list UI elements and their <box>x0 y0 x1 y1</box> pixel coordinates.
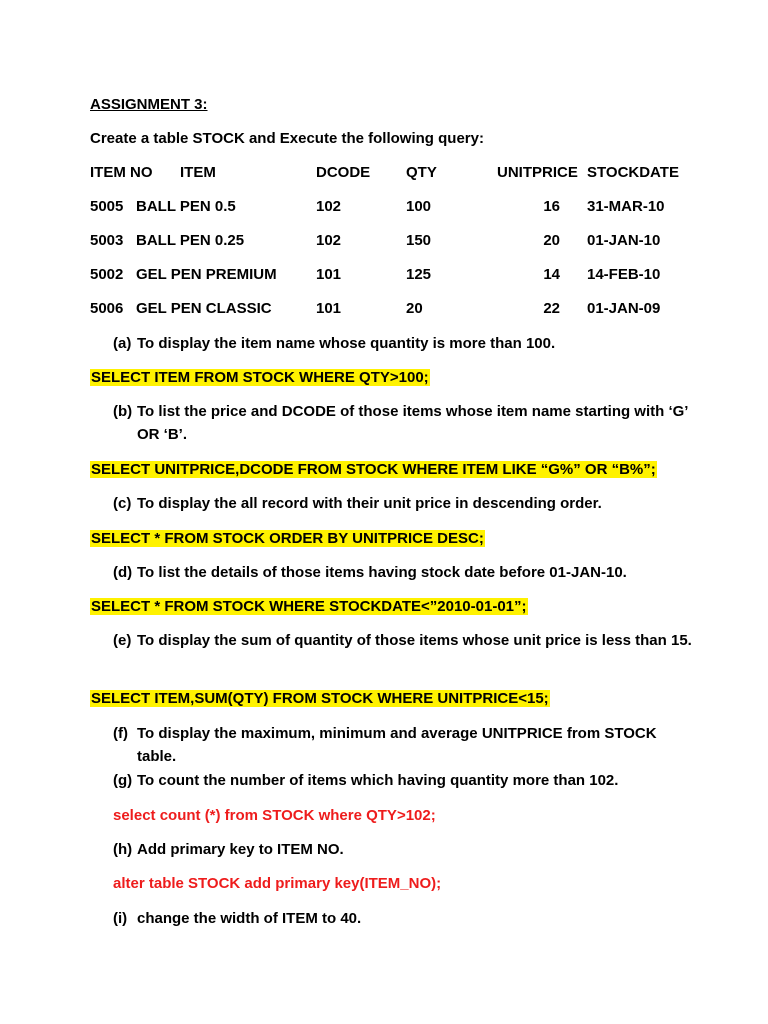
cell-qty: 150 <box>406 232 432 249</box>
question-label: (h) <box>113 841 133 858</box>
cell-item-no: 5005 <box>90 198 124 215</box>
cell-item-no: 5006 <box>90 300 124 317</box>
question-text: To display the maximum, minimum and average UNITPRICE from STOCK table. <box>137 725 657 765</box>
cell-stockdate: 31-MAR-10 <box>587 198 665 215</box>
question-label: (e) <box>113 632 132 649</box>
question-text: To display the all record with their unit price in descending order. <box>137 495 602 512</box>
question-label: (b) <box>113 403 133 420</box>
question-label: (g) <box>113 772 133 789</box>
answer-text: SELECT * FROM STOCK WHERE STOCKDATE<”2010-01-01”; <box>91 598 527 615</box>
question-text: To display the item name whose quantity is more than 100. <box>137 335 556 352</box>
question-label: (c) <box>113 495 132 512</box>
question-text: Add primary key to ITEM NO. <box>137 841 344 858</box>
question-label: (d) <box>113 564 133 581</box>
header-item-no: ITEM NO <box>90 164 153 181</box>
cell-stockdate: 01-JAN-09 <box>587 300 661 317</box>
cell-unitprice: 16 <box>543 198 560 215</box>
question-label: (a) <box>113 335 132 352</box>
cell-unitprice: 14 <box>543 266 560 283</box>
answer-query: alter table STOCK add primary key(ITEM_NO); <box>113 875 442 892</box>
answer-query <box>90 690 550 707</box>
cell-dcode: 102 <box>316 232 342 249</box>
answer-query <box>90 530 485 547</box>
question-text: To count the number of items which having quantity more than 102. <box>137 772 619 789</box>
answer-query: select count (*) from STOCK where QTY>102; <box>113 807 436 824</box>
question-label: (f) <box>113 725 128 742</box>
cell-unitprice: 20 <box>543 232 560 249</box>
cell-stockdate: 14-FEB-10 <box>587 266 661 283</box>
header-unitprice: UNITPRICE <box>497 164 578 181</box>
answer-text: SELECT ITEM,SUM(QTY) FROM STOCK WHERE UNITPRICE<15; <box>91 690 549 707</box>
intro-text: Create a table STOCK and Execute the following query: <box>90 130 484 147</box>
question-text: To display the sum of quantity of those items whose unit price is less than 15. <box>137 632 692 649</box>
cell-item: BALL PEN 0.5 <box>136 198 236 215</box>
cell-item: GEL PEN PREMIUM <box>136 266 277 283</box>
cell-dcode: 101 <box>316 266 342 283</box>
cell-qty: 100 <box>406 198 432 215</box>
cell-stockdate: 01-JAN-10 <box>587 232 661 249</box>
cell-item: BALL PEN 0.25 <box>136 232 245 249</box>
cell-dcode: 102 <box>316 198 342 215</box>
assignment-title: ASSIGNMENT 3: <box>90 96 208 113</box>
answer-text: SELECT * FROM STOCK ORDER BY UNITPRICE DESC; <box>91 530 484 547</box>
answer-text: SELECT UNITPRICE,DCODE FROM STOCK WHERE ITEM LIKE “G%” OR “B%”; <box>91 461 656 478</box>
question-text: change the width of ITEM to 40. <box>137 910 362 927</box>
cell-item: GEL PEN CLASSIC <box>136 300 272 317</box>
header-stockdate: STOCKDATE <box>587 164 679 181</box>
cell-dcode: 101 <box>316 300 342 317</box>
header-dcode: DCODE <box>316 164 371 181</box>
question-label: (i) <box>113 910 128 927</box>
cell-item-no: 5003 <box>90 232 124 249</box>
answer-text: SELECT ITEM FROM STOCK WHERE QTY>100; <box>91 369 429 386</box>
answer-query <box>90 461 657 478</box>
header-item: ITEM <box>180 164 216 181</box>
cell-item-no: 5002 <box>90 266 124 283</box>
header-qty: QTY <box>406 164 437 181</box>
cell-unitprice: 22 <box>543 300 560 317</box>
question-text: To list the details of those items having stock date before 01-JAN-10. <box>137 564 627 581</box>
cell-qty: 20 <box>406 300 423 317</box>
answer-query <box>90 598 528 615</box>
question-text: To list the price and DCODE of those items whose item name starting with ‘G’ OR ‘B’. <box>137 403 688 443</box>
answer-query <box>90 369 430 386</box>
cell-qty: 125 <box>406 266 432 283</box>
